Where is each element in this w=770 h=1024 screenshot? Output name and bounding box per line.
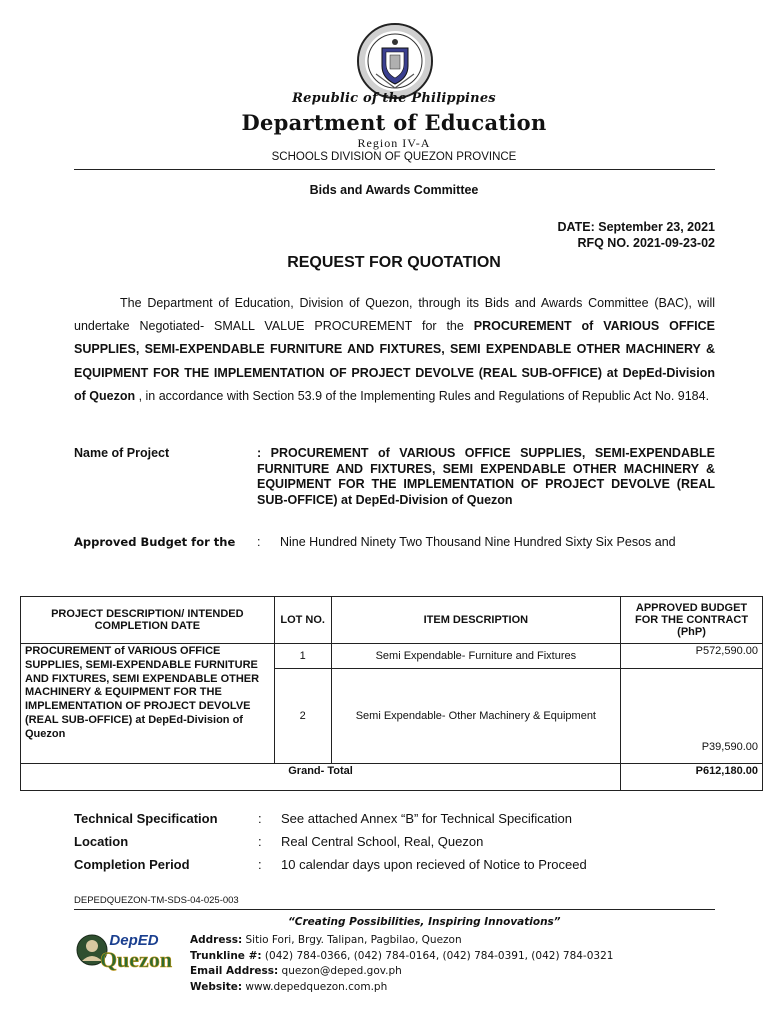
budget-table — [20, 596, 763, 791]
footer-divider — [74, 909, 715, 910]
website-value[interactable]: www.depedquezon.com.ph — [242, 980, 388, 993]
grand-total-row — [21, 764, 763, 791]
grand-total-label: Grand- Total — [21, 764, 621, 791]
region-heading: Region IV-A — [357, 136, 431, 150]
spec-colon: : — [258, 811, 262, 826]
republic-heading: Republic of the Philippines — [292, 91, 496, 106]
completion-label: Completion Period — [74, 857, 190, 872]
deped-seal-logo — [356, 22, 434, 100]
date-line: DATE: September 23, 2021 — [557, 220, 715, 234]
location-label: Location — [74, 834, 129, 849]
rfq-number: RFQ NO. 2021-09-23-02 — [577, 236, 715, 250]
intro-text-bold: PROCUREMENT of VARIOUS OFFICE SUPPLIES, SEMI-EXPENDABLE FURNITURE AND FIXTURES, SEMI EXPENDABLE OTHER MACHINERY & EQUIPMENT FOR THE IMPLEMENTATION OF PROJECT DEVOLVE (REAL SUB-OFFICE) at DepEd-Division of Quezon — [74, 319, 715, 403]
spec-label: Technical Specification — [74, 811, 218, 826]
trunkline-value: (042) 784-0366, (042) 784-0164, (042) 784-0391, (042) 784-0321 — [261, 949, 614, 962]
header-lot: LOT NO. — [274, 597, 331, 644]
address-line — [190, 933, 613, 949]
project-name-label: Name of Project — [74, 446, 170, 460]
completion-colon: : — [258, 857, 262, 872]
trunkline-label: Trunkline #: — [190, 949, 262, 962]
intro-text-1: The Department of Education, Division of Quezon, through its Bids and Awards Committee (BAC), will undertake Negotiated- SMALL VALUE PROCUREMENT for the — [74, 296, 715, 334]
address-value: Sitio Fori, Brgy. Talipan, Pagbilao, Quezon — [242, 934, 462, 946]
header-divider — [74, 169, 715, 170]
project-name-value: : PROCUREMENT of VARIOUS OFFICE SUPPLIES, SEMI-EXPENDABLE FURNITURE AND FIXTURES, SEMI EXPENDABLE OTHER MACHINERY & EQUIPMENT FOR THE IMPLEMENTATION OF PROJECT DEVOLVE (REAL SUB-OFFICE) at DepEd-Division of Quezon — [257, 446, 715, 507]
intro-paragraph — [74, 292, 715, 408]
division-heading: SCHOOLS DIVISION OF QUEZON PROVINCE — [271, 151, 517, 163]
deped-quezon-logo — [76, 925, 176, 975]
lot-cell: 1 — [274, 644, 331, 669]
grand-total-amount: P612,180.00 — [621, 764, 763, 791]
lot-cell: 2 — [274, 669, 331, 764]
table-header-row — [21, 597, 763, 644]
location-value: Real Central School, Real, Quezon — [281, 834, 484, 849]
logo-bottom-text: Quezon — [99, 947, 173, 972]
email-label: Email Address: — [190, 965, 279, 977]
item-cell: Semi Expendable- Other Machinery & Equipment — [331, 669, 620, 764]
footer-contact — [190, 933, 613, 995]
document-title: REQUEST FOR QUOTATION — [287, 254, 501, 271]
table-row — [21, 644, 763, 669]
header-project: PROJECT DESCRIPTION/ INTENDED COMPLETION DATE — [21, 597, 275, 644]
spec-value: See attached Annex “B” for Technical Specification — [281, 811, 572, 826]
location-colon: : — [258, 834, 262, 849]
trunkline-line — [190, 949, 613, 965]
footer-tagline: “Creating Possibilities, Inspiring Innovations” — [288, 916, 561, 928]
amount-cell: P39,590.00 — [621, 669, 763, 764]
email-line — [190, 964, 613, 980]
website-label: Website: — [190, 980, 243, 993]
email-value[interactable]: quezon@deped.gov.ph — [278, 965, 402, 977]
intro-text-2: , in accordance with Section 53.9 of the Implementing Rules and Regulations of Republic Act No. 9184. — [135, 388, 710, 403]
address-label: Address: — [190, 934, 243, 946]
department-heading: Department of Education — [241, 110, 547, 135]
header-budget: APPROVED BUDGET FOR THE CONTRACT (PhP) — [621, 597, 763, 644]
budget-colon: : — [257, 535, 261, 549]
date-block — [558, 219, 715, 251]
header-item: ITEM DESCRIPTION — [331, 597, 620, 644]
committee-heading: Bids and Awards Committee — [309, 183, 479, 197]
budget-value-text: Nine Hundred Ninety Two Thousand Nine Hundred Sixty Six Pesos and — [280, 535, 676, 549]
completion-value: 10 calendar days upon recieved of Notice to Proceed — [281, 857, 587, 872]
project-description-cell: PROCUREMENT of VARIOUS OFFICE SUPPLIES, SEMI-EXPENDABLE FURNITURE AND FIXTURES, SEMI EXPENDABLE OTHER MACHINERY & EQUIPMENT FOR THE IMPLEMENTATION OF PROJECT DEVOLVE (REAL SUB-OFFICE) at DepEd-Division of Quezon — [21, 644, 275, 764]
item-cell: Semi Expendable- Furniture and Fixtures — [331, 644, 620, 669]
logo-top-text: DepED — [109, 932, 159, 949]
budget-value — [280, 534, 715, 550]
budget-label: Approved Budget for the — [74, 535, 236, 549]
website-line — [190, 980, 613, 996]
document-reference: DEPEDQUEZON-TM-SDS-04-025-003 — [74, 895, 239, 906]
amount-cell: P572,590.00 — [621, 644, 763, 669]
